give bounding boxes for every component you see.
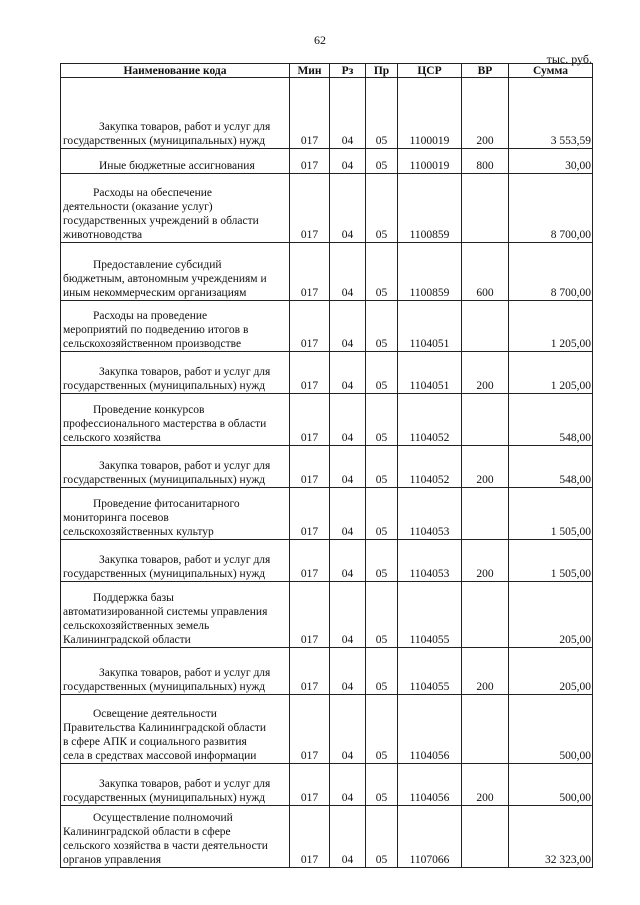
row-name-cell [61, 301, 290, 352]
row-name-cell [61, 648, 290, 695]
row-name-cell [61, 806, 290, 868]
row-name-line: Калининградской области в сфере [63, 826, 231, 838]
cell-sum: 3 553,59 [509, 78, 593, 149]
table-row [61, 394, 593, 446]
cell-rz: 04 [330, 764, 366, 806]
cell-csr: 1104052 [398, 446, 462, 488]
row-name-line: мероприятий по подведению итогов в [63, 324, 249, 336]
cell-sum: 1 205,00 [509, 301, 593, 352]
table-row [61, 243, 593, 301]
cell-csr: 1104051 [398, 301, 462, 352]
cell-sum: 1 505,00 [509, 540, 593, 582]
row-name-line: государственных учреждений в области [63, 215, 259, 227]
cell-csr: 1104051 [398, 352, 462, 394]
cell-pr: 05 [366, 446, 398, 488]
row-name-line: Калининградской области [63, 634, 191, 646]
cell-pr: 05 [366, 149, 398, 174]
cell-min: 017 [290, 582, 330, 648]
cell-rz: 04 [330, 174, 366, 243]
cell-sum: 500,00 [509, 764, 593, 806]
row-name-cell [61, 488, 290, 540]
table-row [61, 78, 593, 149]
cell-csr: 1107066 [398, 806, 462, 868]
cell-vr [462, 806, 509, 868]
cell-rz: 04 [330, 149, 366, 174]
cell-rz: 04 [330, 352, 366, 394]
cell-csr: 1104056 [398, 764, 462, 806]
row-name-line: деятельности (оказание услуг) [63, 201, 213, 213]
cell-min: 017 [290, 446, 330, 488]
row-name-line: мониторинга посевов [63, 512, 169, 524]
cell-rz: 04 [330, 446, 366, 488]
cell-sum: 8 700,00 [509, 174, 593, 243]
cell-rz: 04 [330, 243, 366, 301]
row-name-line: государственных (муниципальных) нужд [63, 792, 266, 804]
table-row [61, 174, 593, 243]
row-name-line: Проведение конкурсов [93, 404, 205, 416]
cell-sum: 205,00 [509, 648, 593, 695]
row-name-line: автоматизированной системы управления [63, 606, 268, 618]
cell-rz: 04 [330, 488, 366, 540]
row-name-line: Иные бюджетные ассигнования [99, 160, 255, 172]
cell-rz: 04 [330, 695, 366, 764]
cell-sum: 32 323,00 [509, 806, 593, 868]
cell-sum: 8 700,00 [509, 243, 593, 301]
budget-table [60, 63, 593, 868]
cell-pr: 05 [366, 695, 398, 764]
row-name-line: Расходы на обеспечение [93, 187, 212, 199]
cell-min: 017 [290, 352, 330, 394]
header-min: Мин [290, 64, 330, 78]
row-name-line: Правительства Калининградской области [63, 722, 267, 734]
row-name-cell [61, 149, 290, 174]
header-csr: ЦСР [398, 64, 462, 78]
cell-csr: 1100859 [398, 243, 462, 301]
row-name-line: сельскохозяйственных культур [63, 526, 214, 538]
cell-min: 017 [290, 174, 330, 243]
header-sum: Сумма [509, 64, 593, 78]
cell-sum: 30,00 [509, 149, 593, 174]
cell-rz: 04 [330, 648, 366, 695]
row-name-line: Закупка товаров, работ и услуг для [99, 121, 271, 133]
cell-csr: 1104055 [398, 582, 462, 648]
row-name-cell [61, 764, 290, 806]
row-name-line: сельского хозяйства в части деятельности [63, 840, 268, 852]
cell-vr: 200 [462, 540, 509, 582]
cell-pr: 05 [366, 243, 398, 301]
row-name-line: сельскохозяйственных земель [63, 620, 210, 632]
row-name-cell [61, 582, 290, 648]
units-label: тыс. руб. [546, 52, 592, 66]
cell-csr: 1104053 [398, 488, 462, 540]
row-name-line: Освещение деятельности [93, 708, 217, 720]
cell-min: 017 [290, 648, 330, 695]
row-name-line: Расходы на проведение [93, 310, 208, 322]
cell-csr: 1104055 [398, 648, 462, 695]
cell-vr [462, 582, 509, 648]
cell-csr: 1104056 [398, 695, 462, 764]
row-name-line: сельского хозяйства [63, 432, 161, 444]
cell-csr: 1100019 [398, 149, 462, 174]
table-row [61, 488, 593, 540]
cell-pr: 05 [366, 582, 398, 648]
row-name-line: профессионального мастерства в области [63, 418, 267, 430]
cell-pr: 05 [366, 806, 398, 868]
cell-min: 017 [290, 695, 330, 764]
row-name-line: в сфере АПК и социального развития [63, 736, 247, 748]
cell-vr: 200 [462, 446, 509, 488]
cell-pr: 05 [366, 540, 398, 582]
cell-sum: 548,00 [509, 394, 593, 446]
cell-csr: 1104053 [398, 540, 462, 582]
cell-min: 017 [290, 540, 330, 582]
cell-vr [462, 695, 509, 764]
row-name-line: Закупка товаров, работ и услуг для [99, 554, 271, 566]
row-name-line: государственных (муниципальных) нужд [63, 568, 266, 580]
cell-sum: 1 505,00 [509, 488, 593, 540]
table-row [61, 582, 593, 648]
table-row [61, 446, 593, 488]
table-row [61, 149, 593, 174]
table-row [61, 695, 593, 764]
row-name-line: Предоставление субсидий [93, 259, 222, 271]
header-name: Наименование кода [61, 64, 290, 78]
row-name-cell [61, 352, 290, 394]
cell-pr: 05 [366, 352, 398, 394]
cell-min: 017 [290, 488, 330, 540]
cell-sum: 205,00 [509, 582, 593, 648]
row-name-line: органов управления [63, 854, 162, 866]
table-row [61, 648, 593, 695]
row-name-line: Поддержка базы [93, 592, 174, 604]
cell-vr [462, 394, 509, 446]
table-row [61, 806, 593, 868]
row-name-line: Закупка товаров, работ и услуг для [99, 460, 271, 472]
cell-vr: 200 [462, 352, 509, 394]
cell-pr: 05 [366, 174, 398, 243]
table-row [61, 301, 593, 352]
cell-vr [462, 488, 509, 540]
cell-rz: 04 [330, 301, 366, 352]
row-name-line: Закупка товаров, работ и услуг для [99, 366, 271, 378]
row-name-line: Закупка товаров, работ и услуг для [99, 778, 271, 790]
row-name-line: животноводства [63, 229, 143, 241]
cell-pr: 05 [366, 78, 398, 149]
row-name-line: Закупка товаров, работ и услуг для [99, 667, 271, 679]
row-name-cell [61, 243, 290, 301]
cell-csr: 1100859 [398, 174, 462, 243]
cell-vr: 800 [462, 149, 509, 174]
cell-sum: 548,00 [509, 446, 593, 488]
cell-csr: 1104052 [398, 394, 462, 446]
cell-csr: 1100019 [398, 78, 462, 149]
cell-vr [462, 301, 509, 352]
cell-min: 017 [290, 806, 330, 868]
cell-sum: 1 205,00 [509, 352, 593, 394]
page-number: 62 [314, 33, 326, 47]
table-header-row [61, 64, 593, 78]
table-row [61, 540, 593, 582]
row-name-cell [61, 174, 290, 243]
row-name-cell [61, 446, 290, 488]
row-name-cell [61, 695, 290, 764]
row-name-line: государственных (муниципальных) нужд [63, 135, 266, 147]
cell-pr: 05 [366, 301, 398, 352]
row-name-cell [61, 394, 290, 446]
table-row [61, 764, 593, 806]
cell-rz: 04 [330, 394, 366, 446]
cell-rz: 04 [330, 582, 366, 648]
row-name-line: сельскохозяйственном производстве [63, 338, 242, 350]
cell-vr [462, 174, 509, 243]
cell-vr: 600 [462, 243, 509, 301]
cell-min: 017 [290, 149, 330, 174]
row-name-line: государственных (муниципальных) нужд [63, 474, 266, 486]
cell-vr: 200 [462, 648, 509, 695]
header-pr: Пр [366, 64, 398, 78]
cell-pr: 05 [366, 394, 398, 446]
row-name-line: иным некоммерческим организациям [63, 287, 247, 299]
row-name-cell [61, 78, 290, 149]
row-name-line: государственных (муниципальных) нужд [63, 380, 266, 392]
cell-vr: 200 [462, 78, 509, 149]
row-name-line: государственных (муниципальных) нужд [63, 681, 266, 693]
table-row [61, 352, 593, 394]
cell-min: 017 [290, 78, 330, 149]
row-name-line: Проведение фитосанитарного [93, 498, 240, 510]
cell-vr: 200 [462, 764, 509, 806]
cell-pr: 05 [366, 764, 398, 806]
header-rz: Рз [330, 64, 366, 78]
cell-pr: 05 [366, 648, 398, 695]
row-name-line: села в средствах массовой информации [63, 750, 257, 762]
cell-pr: 05 [366, 488, 398, 540]
cell-min: 017 [290, 394, 330, 446]
cell-rz: 04 [330, 78, 366, 149]
header-vr: ВР [462, 64, 509, 78]
cell-rz: 04 [330, 540, 366, 582]
row-name-line: бюджетным, автономным учреждениям и [63, 273, 267, 285]
row-name-line: Осуществление полномочий [93, 812, 233, 824]
cell-min: 017 [290, 243, 330, 301]
cell-min: 017 [290, 764, 330, 806]
cell-rz: 04 [330, 806, 366, 868]
row-name-cell [61, 540, 290, 582]
cell-min: 017 [290, 301, 330, 352]
cell-sum: 500,00 [509, 695, 593, 764]
